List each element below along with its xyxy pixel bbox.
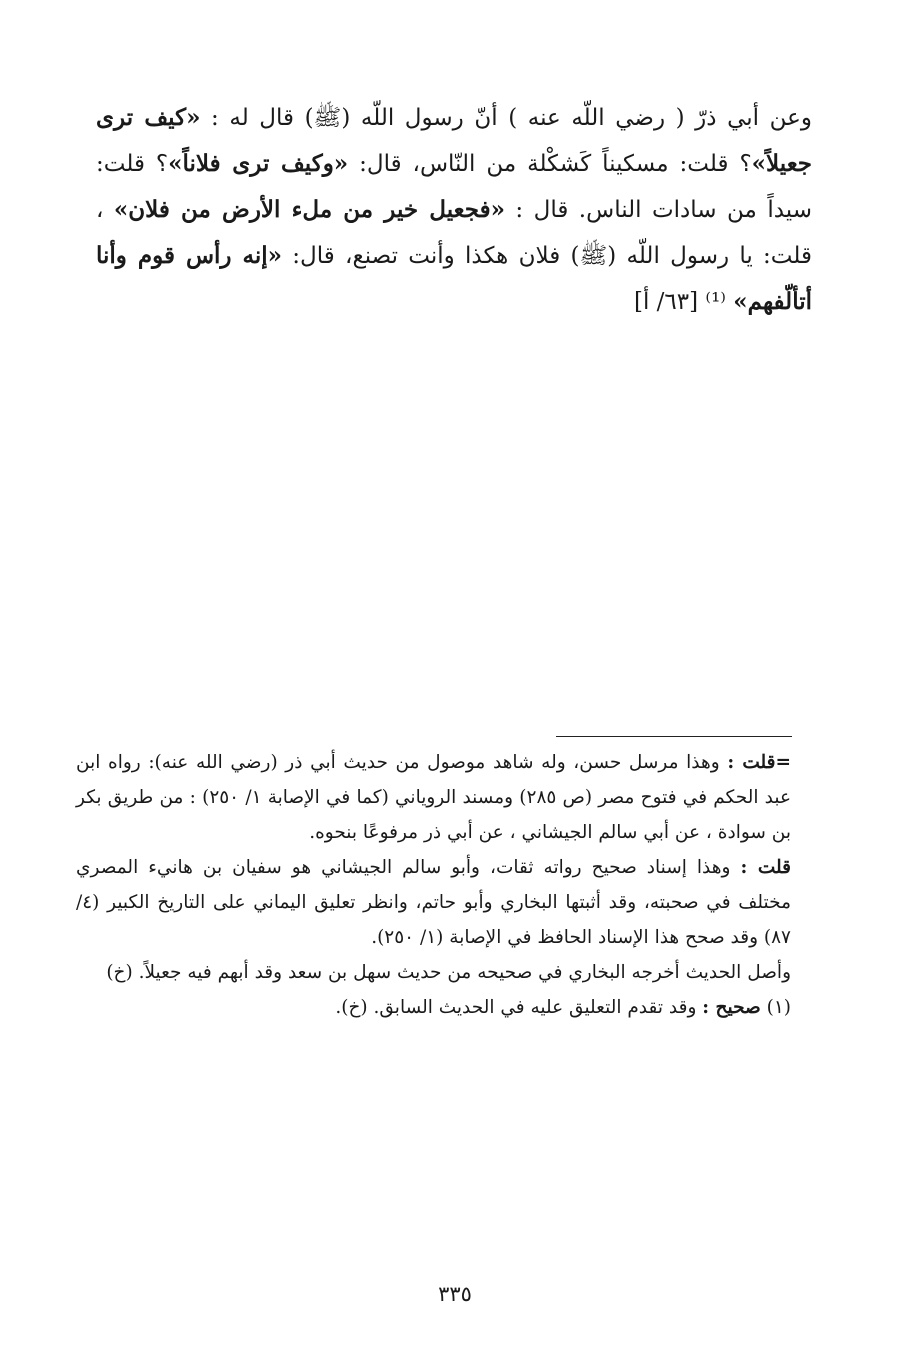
footnote-text: وهذا مرسل حسن، وله شاهد موصول من حديث أبي ذر (رضي الله عنه): رواه ابن عبد الحكم في فتوح مصر (ص ٢٨٥) ومسند الروياني (كما في الإصابة ١/ ٢٥٠) : من طريق بكر بن سوادة ، عن أبي سالم الجيشاني ، عن أبي ذر مرفوعًا بنحوه. [76,752,791,843]
hadith-quote-3: «فجعيل خير من ملء الأرض من فلان» [113,196,505,223]
footnote-origin [76,955,791,990]
footnote-text: وقد تقدم التعليق عليه في الحديث السابق. (خ). [335,997,703,1018]
footnote-label: =قلت : [727,752,791,773]
footnote-comment [76,850,791,955]
footnote-label: قلت : [740,857,791,878]
footnote-number: (١) [760,997,791,1018]
footnote-1 [76,990,791,1025]
footnote-continuation [76,745,791,850]
footnote-label: صحيح : [702,997,761,1018]
footnote-divider [556,736,792,737]
footnote-text: وهذا إسناد صحيح رواته ثقات، وأبو سالم الجيشاني هو سفيان بن هانيء المصري مختلف في صحبته، وقد أثبتها البخاري وأبو حاتم، وانظر تعليق اليماني على التاريخ الكبير (٤/ ٨٧) وقد صحح هذا الإسناد الحافظ في الإصابة (١/ ٢٥٠). [76,857,791,948]
page-number: ٣٣٥ [438,1282,472,1306]
hadith-quote-1: «كيف ترى جعيلاً» [96,104,813,177]
main-paragraph [96,95,812,325]
hadith-quote-4: «إنه رأس قوم وأنا أتألّفهم» [96,242,812,315]
narration-text-2: ؟ قلت: سيداً من سادات الناس. قال : [96,151,812,223]
intro-text: وعن أبي ذرّ ( رضي اللّه عنه ) أنّ رسول اللّه (ﷺ) قال له : [200,105,812,131]
hadith-quote-2: «وكيف ترى فلاناً» [168,150,349,177]
footnote-text: وأصل الحديث أخرجه البخاري في صحيحه من حديث سهل بن سعد وقد أبهم فيه جعيلاً. (خ) [106,962,791,983]
footnote-reference: ⁽¹⁾ [٦٣/ أ] [633,289,734,315]
narration-text-3: ، قلت: يا رسول اللّه (ﷺ) فلان هكذا وأنت تصنع، قال: [96,197,812,269]
footnotes-section [76,745,791,1025]
narration-text-1: ؟ قلت: مسكيناً كَشكْلة من النّاس، قال: [348,151,752,177]
